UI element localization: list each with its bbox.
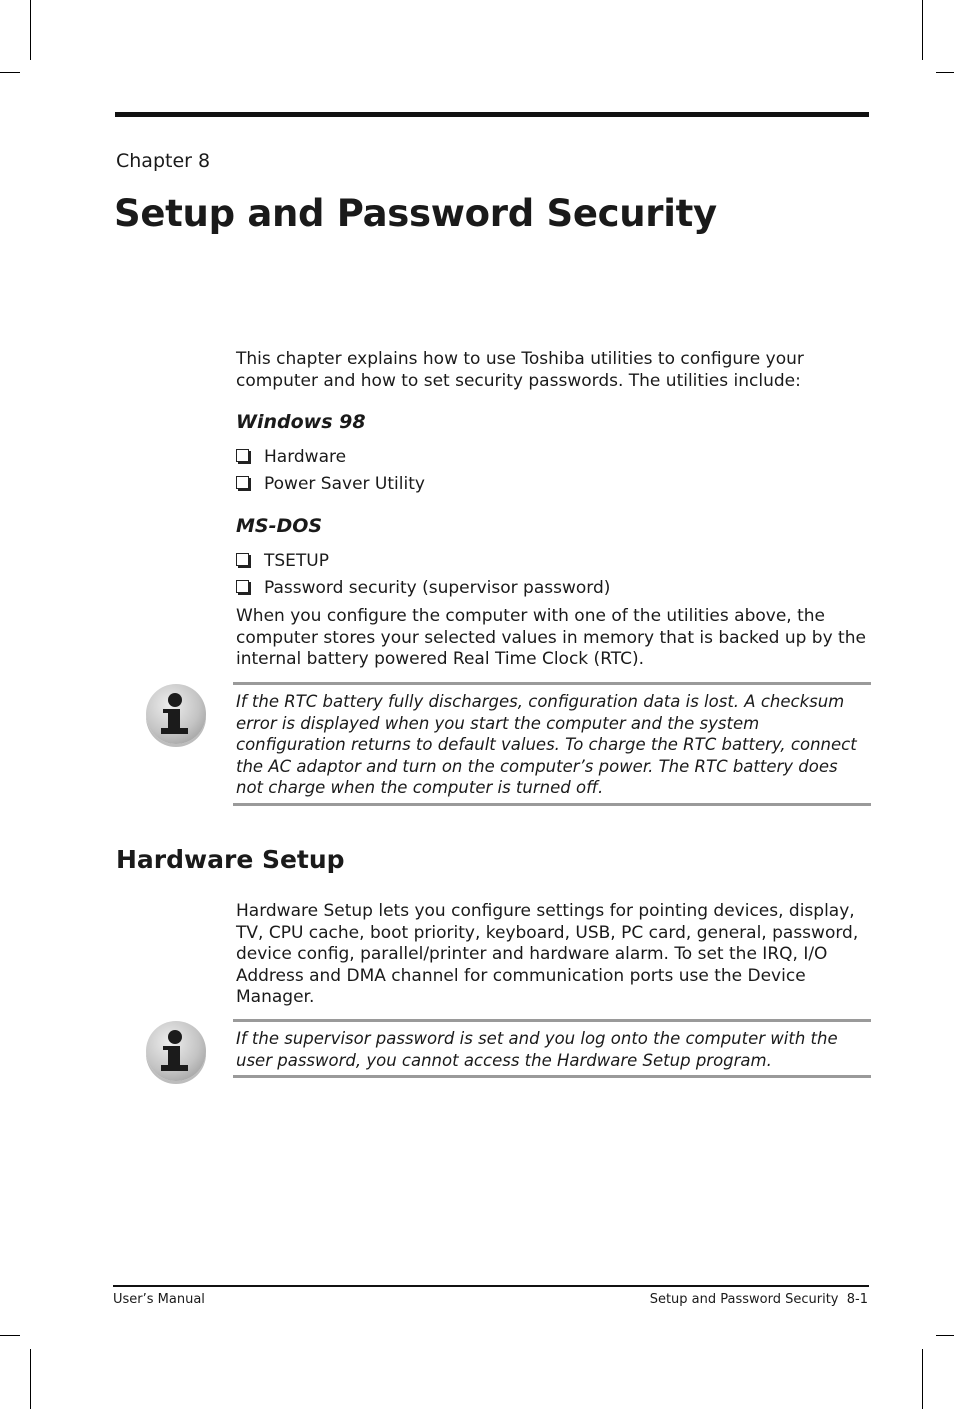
crop-mark <box>30 0 31 60</box>
footer-left: User’s Manual <box>113 1292 205 1307</box>
checkbox-icon <box>236 580 249 593</box>
crop-mark <box>936 1335 954 1336</box>
list-item-label: Hardware <box>264 447 347 467</box>
crop-mark <box>922 0 923 60</box>
checkbox-icon <box>236 449 249 462</box>
list-item <box>236 447 346 467</box>
list-item <box>236 551 329 571</box>
crop-mark <box>0 72 20 73</box>
crop-mark <box>936 72 954 73</box>
config-paragraph: When you configure the computer with one of the utilities above, the computer stores your selected values in memory that is backed up by the internal battery powered Real Time Clock (RTC). <box>236 606 866 669</box>
footer-rule <box>113 1285 869 1287</box>
list-item-label: Password security (supervisor password) <box>264 578 611 598</box>
list-item-label: TSETUP <box>264 551 329 571</box>
checkbox-icon <box>236 476 249 489</box>
chapter-label: Chapter 8 <box>116 150 211 172</box>
dos-heading: MS-DOS <box>236 515 323 537</box>
intro-paragraph: This chapter explains how to use Toshiba utilities to configure your computer and how to set security passwords. The utilities include: <box>236 349 804 391</box>
list-item-label: Power Saver Utility <box>264 474 425 494</box>
header-rule <box>115 112 869 117</box>
footer-right: Setup and Password Security 8-1 <box>649 1292 868 1307</box>
hardware-paragraph: Hardware Setup lets you configure settings for pointing devices, display, TV, CPU cache, boot priority, keyboard, USB, PC card, general, password, device config, parallel/printer and hardware alarm. To set the IRQ, I/O Address and DMA channel for communication ports use the Device Manager. <box>236 901 859 1007</box>
list-item <box>236 578 610 598</box>
info-icon <box>146 684 206 744</box>
windows-heading: Windows 98 <box>236 411 366 433</box>
page-title: Setup and Password Security <box>114 192 717 235</box>
checkbox-icon <box>236 553 249 566</box>
crop-mark <box>922 1349 923 1409</box>
info-icon <box>146 1021 206 1081</box>
note-text: If the RTC battery fully discharges, configuration data is lost. A checksum error is displayed when you start the computer and the system configuration returns to default values. To charge the RTC battery, connect the AC adaptor and turn on the computer’s power. The RTC battery does not charge when the computer is turned off. <box>236 692 857 797</box>
section-title: Hardware Setup <box>116 845 345 874</box>
note-box <box>233 682 871 806</box>
crop-mark <box>30 1349 31 1409</box>
list-item <box>236 474 425 494</box>
note-text: If the supervisor password is set and you log onto the computer with the user password, you cannot access the Hardware Setup program. <box>236 1029 838 1070</box>
crop-mark <box>0 1335 20 1336</box>
note-box <box>233 1019 871 1078</box>
